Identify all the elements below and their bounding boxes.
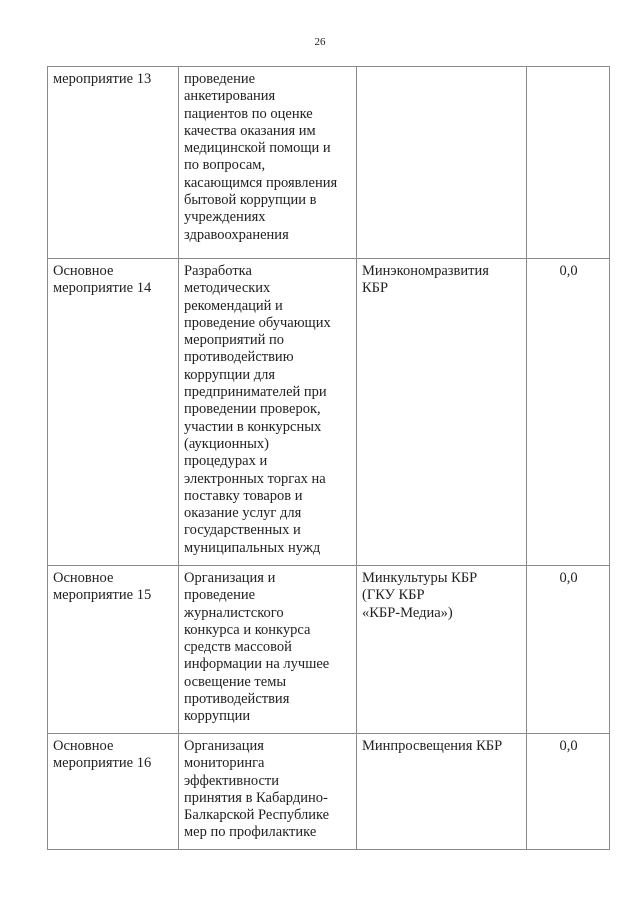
measure-executor: Минкультуры КБР (ГКУ КБР «КБР-Медиа») <box>357 566 527 734</box>
measure-label-cell <box>48 259 179 566</box>
measure-description: Организация мониторинга эффективности принятия в Кабардино- Балкарской Республике мер по профилактике <box>179 734 357 850</box>
measure-amount: 0,0 <box>527 566 610 734</box>
measures-table <box>47 66 610 850</box>
measure-executor: Минпросвещения КБР <box>357 734 527 850</box>
table-row <box>48 566 610 734</box>
page-number: 26 <box>314 36 326 48</box>
table-row <box>48 734 610 850</box>
measure-label: Основное мероприятие 14 <box>53 263 152 297</box>
measure-description: Организация и проведение журналистского конкурса и конкурса средств массовой информации на лучшее освещение темы противодействия коррупции <box>179 566 357 734</box>
measure-amount: 0,0 <box>527 259 610 566</box>
measure-label: Основное мероприятие 15 <box>53 570 152 604</box>
measure-executor: Минэкономразвития КБР <box>357 259 527 566</box>
measure-description: проведение анкетирования пациентов по оценке качества оказания им медицинской помощи и по вопросам, касающимся проявления бытовой коррупции в учреждениях здравоохранения <box>179 67 357 259</box>
measure-label: Основное мероприятие 16 <box>53 738 152 772</box>
measure-label: мероприятие 13 <box>53 71 152 87</box>
measure-label-cell <box>48 67 179 259</box>
table-row <box>48 67 610 259</box>
table-row <box>48 259 610 566</box>
measure-description: Разработка методических рекомендаций и проведение обучающих мероприятий по противодействию коррупции для предпринимателей при проведении проверок, участии в конкурсных (аукционных) процедурах и электронных торгах на поставку товаров и оказание услуг для государственных и муниципальных нужд <box>179 259 357 566</box>
measure-amount: 0,0 <box>527 734 610 850</box>
measure-label-cell <box>48 734 179 850</box>
measure-amount <box>527 67 610 259</box>
measure-label-cell <box>48 566 179 734</box>
measure-executor <box>357 67 527 259</box>
